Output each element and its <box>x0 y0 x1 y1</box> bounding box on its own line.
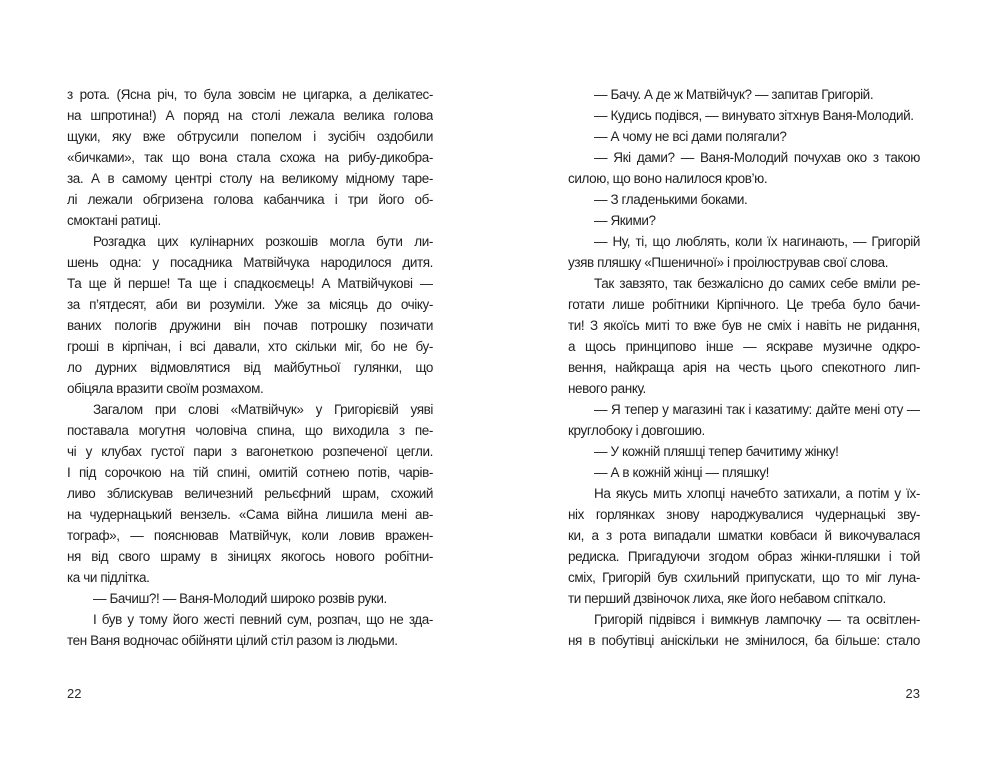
text-line: редиска. Пригадуючи згодом образ жінки-пляшки і той <box>568 549 920 564</box>
text-line: ки, а з рота випадали шматки ковбаси й викочувалася <box>568 528 920 543</box>
left-page-number: 22 <box>67 686 82 701</box>
text-line: гроші в кірпічан, і всі давали, хто скільки міг, бо не бу- <box>67 339 433 354</box>
text-line: — Які дами? — Ваня-Молодий почухав око з такою <box>594 150 920 165</box>
text-line: На якусь мить хлопці начебто затихали, а потім у їх- <box>594 486 920 501</box>
text-line: силою, що воно налилося кров’ю. <box>568 171 768 186</box>
right-page-lines <box>568 84 920 651</box>
text-line: ти! З якоїсь миті то вже був не сміх і навіть не ридання, <box>568 318 920 333</box>
text-line: круглобоку і довгошию. <box>568 423 705 438</box>
text-line: Розгадка цих кулінарних розкошів могла бути ли- <box>93 234 433 249</box>
text-line: — Якими? <box>594 213 656 228</box>
text-line: поставала могутня чоловіча спина, що виходила з пе- <box>67 423 433 438</box>
right-page-number: 23 <box>905 686 920 701</box>
text-line: ня від свого шраму в зіницях якогось нового робітни- <box>67 549 433 564</box>
text-line: — А чому не всі дами полягали? <box>594 129 787 144</box>
text-line: Та ще й перше! Та ще і спадкоємець! А Матвійчукові — <box>67 276 433 291</box>
text-line: ваних пологів дружини він почав потрошку позичати <box>67 318 433 333</box>
text-line: готати лише робітники Кірпічного. Це треба було бачи- <box>568 297 920 312</box>
text-line: — З гладенькими боками. <box>594 192 748 207</box>
text-line: ливо зблискував величезний рельєфний шрам, схожий <box>67 486 433 501</box>
text-line: чі у клубах густої пари з вагонеткою розпеченої цегли. <box>67 444 433 459</box>
text-line: вення, найкраща арія на честь цього спекотного лип- <box>568 360 920 375</box>
text-line: на чудернацький вензель. «Сама війна лишила мені ав- <box>67 507 433 522</box>
text-line: тограф», — пояснював Матвійчук, коли ловив вражен- <box>67 528 433 543</box>
text-line: — Бачу. А де ж Матвійчук? — запитав Григорій. <box>594 87 874 102</box>
text-line: узяв пляшку «Пшеничної» і проілюстрував свої слова. <box>568 255 889 270</box>
text-line: — А в кожній жінці — пляшку! <box>594 465 770 480</box>
text-line: лі лежали обгризена голова кабанчика і три його об- <box>67 192 433 207</box>
text-line: обіцяла вразити своїм розмахом. <box>67 381 264 396</box>
text-line: Загалом при слові «Матвійчук» у Григорієвій уяві <box>93 402 433 417</box>
text-line: щуки, яку вже обтрусили попелом і зусібіч оздобили <box>67 129 433 144</box>
text-line: Григорій підвівся і вимкнув лампочку — та освітлен- <box>594 612 920 627</box>
text-line: смоктані ратиці. <box>67 213 161 228</box>
text-line: ло дурних відмовлятися від майбутньої гулянки, що <box>67 360 433 375</box>
text-line: — У кожній пляшці тепер бачитиму жінку! <box>594 444 839 459</box>
text-line: сміх, Григорій був схильний припускати, що то міг луна- <box>568 570 920 585</box>
text-line: а щось принципово інше — яскраве музичне одкро- <box>568 339 920 354</box>
text-line: «бичками», так що вона стала схожа на рибу-дикобра- <box>67 150 433 165</box>
text-line: з рота. (Ясна річ, то була зовсім не цигарка, а делікатес- <box>67 87 433 102</box>
text-line: невого ранку. <box>568 381 646 396</box>
text-line: ніх горлянках знову народжувалися чудернацькі зву- <box>568 507 920 522</box>
text-line: ня в побутівці аніскільки не змінилося, ба більше: стало <box>568 633 920 648</box>
text-line: за п’ятдесят, аби ви розуміли. Уже за місяць до очіку- <box>67 297 433 312</box>
text-line: І під сорочкою на тій спині, омитій сотнею потів, чарів- <box>67 465 433 480</box>
text-line: — Ну, ті, що люблять, коли їх нагинають, — Григорій <box>594 234 920 249</box>
text-line: тен Ваня водночас обійняти цілий стіл разом із людьми. <box>67 633 398 648</box>
text-line: ка чи підлітка. <box>67 570 150 585</box>
left-page-lines <box>67 84 433 651</box>
text-line: Так завзято, так безжалісно до самих себе вміли ре- <box>594 276 920 291</box>
text-line: — Я тепер у магазині так і казатиму: дайте мені оту — <box>594 402 920 417</box>
text-line: на шпротина!) А поряд на столі лежала велика голова <box>67 108 433 123</box>
text-line: шень одна: у посадника Матвійчука народилося дитя. <box>67 255 433 270</box>
text-line: — Кудись подівся, — винувато зітхнув Ваня-Молодий. <box>594 108 914 123</box>
text-line: — Бачиш?! — Ваня-Молодий широко розвів руки. <box>93 591 387 606</box>
text-line: за. А в самому центрі столу на великому мідному таре- <box>67 171 433 186</box>
text-line: ти перший дзвіночок лиха, яке його небавом спіткало. <box>568 591 886 606</box>
text-line: І був у тому його жесті певний сум, розпач, що не зда- <box>93 612 433 627</box>
